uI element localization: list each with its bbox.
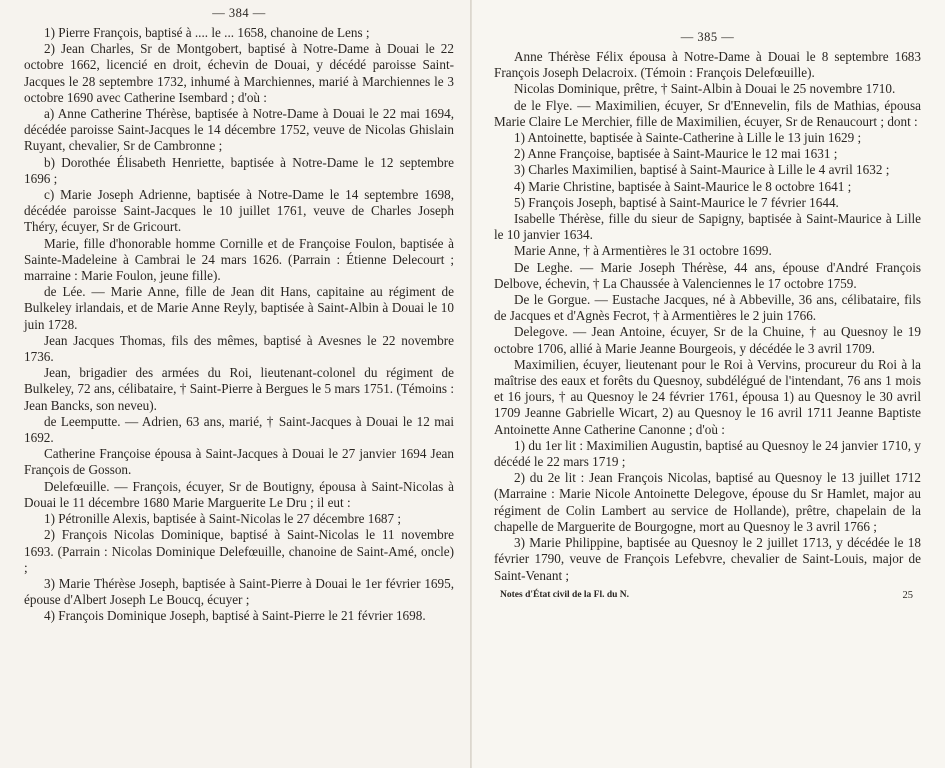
paragraph: 4) François Dominique Joseph, baptisé à Saint-Pierre le 21 février 1698.: [44, 608, 426, 624]
paragraph: de Leemputte. — Adrien, 63 ans, marié, † Saint-Jacques à Douai le 12 mai 1692.: [24, 413, 454, 446]
right-page-body: [494, 49, 921, 584]
paragraph: Delegove. — Jean Antoine, écuyer, Sr de la Chuine, † au Quesnoy le 19 octobre 1706, allié à Marie Jeanne Bourgeois, y décédée le 3 avril 1709.: [494, 324, 921, 356]
left-page: [0, 0, 472, 768]
paragraph: Isabelle Thérèse, fille du sieur de Sapigny, baptisée à Saint-Maurice à Lille le 10 janvier 1634.: [494, 211, 921, 243]
paragraph: 1) du 1er lit : Maximilien Augustin, baptisé au Quesnoy le 24 janvier 1710, y décédé le 22 mars 1719 ;: [494, 437, 921, 470]
signature-mark: 25: [902, 589, 913, 601]
paragraph: 1) Antoinette, baptisée à Sainte-Catherine à Lille le 13 juin 1629 ;: [514, 130, 862, 146]
paragraph: Jean Jacques Thomas, fils des mêmes, baptisé à Avesnes le 22 novembre 1736.: [24, 332, 454, 365]
paragraph: Catherine Françoise épousa à Saint-Jacques à Douai le 27 janvier 1694 Jean François de Gosson.: [24, 446, 454, 478]
paragraph: 1) Pétronille Alexis, baptisée à Saint-Nicolas le 27 décembre 1687 ;: [44, 511, 402, 527]
paragraph: a) Anne Catherine Thérèse, baptisée à Notre-Dame à Douai le 22 mai 1694, décédée paroisse Saint-Jacques le 14 décembre 1752, veuve de Nicolas Ghislain Ruyant, chevalier, Sr de Cambronne ;: [24, 106, 454, 154]
paragraph: 2) du 2e lit : Jean François Nicolas, baptisé au Quesnoy le 13 juillet 1712 (Marraine : Marie Nicole Antoinette Delegove, épouse du Sr Hamlet, major au régiment de Colin Lambert au service de Hollande), prêtre, chapelain de la chapelle de Marguerite de Bourgogne, mort au Quesnoy le 3 avril 1766 ;: [494, 470, 921, 534]
paragraph: Delefœuille. — François, écuyer, Sr de Boutigny, épousa à Saint-Nicolas à Douai le 11 décembre 1680 Marie Marguerite Le Dru ; il eut :: [24, 478, 454, 510]
paragraph: 4) Marie Christine, baptisée à Saint-Maurice le 8 octobre 1641 ;: [514, 178, 852, 194]
paragraph: 2) Jean Charles, Sr de Montgobert, baptisé à Notre-Dame à Douai le 22 octobre 1662, licencié en droit, échevin de Douai, y décédé paroisse Saint-Jacques le 28 septembre 1732, inhumé à Marchiennes, marié à Marchiennes le 3 octobre 1690 avec Catherine Isembard ; d'où :: [24, 41, 454, 105]
paragraph: 2) Anne Françoise, baptisée à Saint-Maurice le 12 mai 1631 ;: [514, 146, 838, 162]
left-page-body: [24, 25, 454, 625]
page-footer: [494, 590, 921, 601]
paragraph: Marie, fille d'honorable homme Cornille et de Françoise Foulon, baptisée à Sainte-Madeleine à Cambrai le 24 mars 1626. (Parrain : Étienne Delecourt ; marraine : Marie Foulon, jeune fille).: [24, 235, 454, 284]
page-number-right: — 385 —: [680, 30, 735, 44]
paragraph: de le Flye. — Maximilien, écuyer, Sr d'Ennevelin, fils de Mathias, épousa Marie Claire Le Merchier, fille de Maximilien, écuyer, Sr de Renaucourt ; dont :: [494, 97, 921, 129]
paragraph: 3) Marie Thérèse Joseph, baptisée à Saint-Pierre à Douai le 1er février 1695, épouse d'Albert Joseph Le Boucq, écuyer ;: [24, 575, 454, 608]
footer-note: Notes d'État civil de la Fl. du N.: [500, 589, 630, 600]
paragraph: c) Marie Joseph Adrienne, baptisée à Notre-Dame le 14 septembre 1698, décédée paroisse Saint-Jacques le 10 juillet 1761, veuve de Charles Joseph Théry, écuyer, Sr de Gricourt.: [24, 187, 454, 235]
paragraph: 2) François Nicolas Dominique, baptisé à Saint-Nicolas le 11 novembre 1693. (Parrain : Nicolas Dominique Delefœuille, chanoine de Saint-Amé, oncle) ;: [24, 527, 454, 575]
paragraph: de Lée. — Marie Anne, fille de Jean dit Hans, capitaine au régiment de Bulkeley irlandais, et de Marie Anne Reyly, baptisée à Saint-Albin à Douai le 10 juin 1728.: [24, 284, 454, 332]
paragraph: 3) Marie Philippine, baptisée au Quesnoy le 2 juillet 1713, y décédée le 18 février 1790, veuve de François Lefebvre, chevalier de Saint-Louis, major de Saint-Venant ;: [494, 535, 921, 583]
paragraph: De le Gorgue. — Eustache Jacques, né à Abbeville, 36 ans, célibataire, fils de Jacques et d'Agnès Fecrot, † à Armentières le 2 juin 1766.: [494, 292, 921, 324]
paragraph: De Leghe. — Marie Joseph Thérèse, 44 ans, épouse d'André François Delbove, échevin, † La Chaussée à Valenciennes le 17 octobre 1759.: [494, 259, 921, 291]
right-page: [472, 0, 945, 768]
paragraph: Anne Thérèse Félix épousa à Notre-Dame à Douai le 8 septembre 1683 François Joseph Delacroix. (Témoin : François Delefœuille).: [494, 49, 921, 81]
paragraph: b) Dorothée Élisabeth Henriette, baptisée à Notre-Dame le 12 septembre 1696 ;: [24, 154, 454, 186]
paragraph: 5) François Joseph, baptisé à Saint-Maurice le 7 février 1644.: [514, 194, 839, 210]
paragraph: Maximilien, écuyer, lieutenant pour le Roi à Vervins, procureur du Roi à la maîtrise des eaux et forêts du Quesnoy, subdélégué de l'intendant, 76 ans 1 mois et 16 jours, † au Quesnoy le 24 février 1761, épousa 1) au Quesnoy le 30 avril 1709 Jeanne Gabrielle Wicart, 2) au Quesnoy le 16 avril 1711 Jeanne Baptiste Antoinette Anne Catherine Canonne ; d'où :: [494, 356, 921, 437]
paragraph: 1) Pierre François, baptisé à .... le ... 1658, chanoine de Lens ;: [44, 25, 370, 40]
paragraph: 3) Charles Maximilien, baptisé à Saint-Maurice à Lille le 4 avril 1632 ;: [514, 162, 890, 178]
paragraph: Marie Anne, † à Armentières le 31 octobre 1699.: [514, 243, 772, 259]
paragraph: Jean, brigadier des armées du Roi, lieutenant-colonel du régiment de Bulkeley, 72 ans, célibataire, † Saint-Pierre à Bergues le 5 mars 1751. (Témoins : Jean Bancks, son neveu).: [24, 365, 454, 413]
paragraph: Nicolas Dominique, prêtre, † Saint-Albin à Douai le 25 novembre 1710.: [514, 81, 896, 97]
page-number-left: — 384 —: [212, 6, 266, 20]
